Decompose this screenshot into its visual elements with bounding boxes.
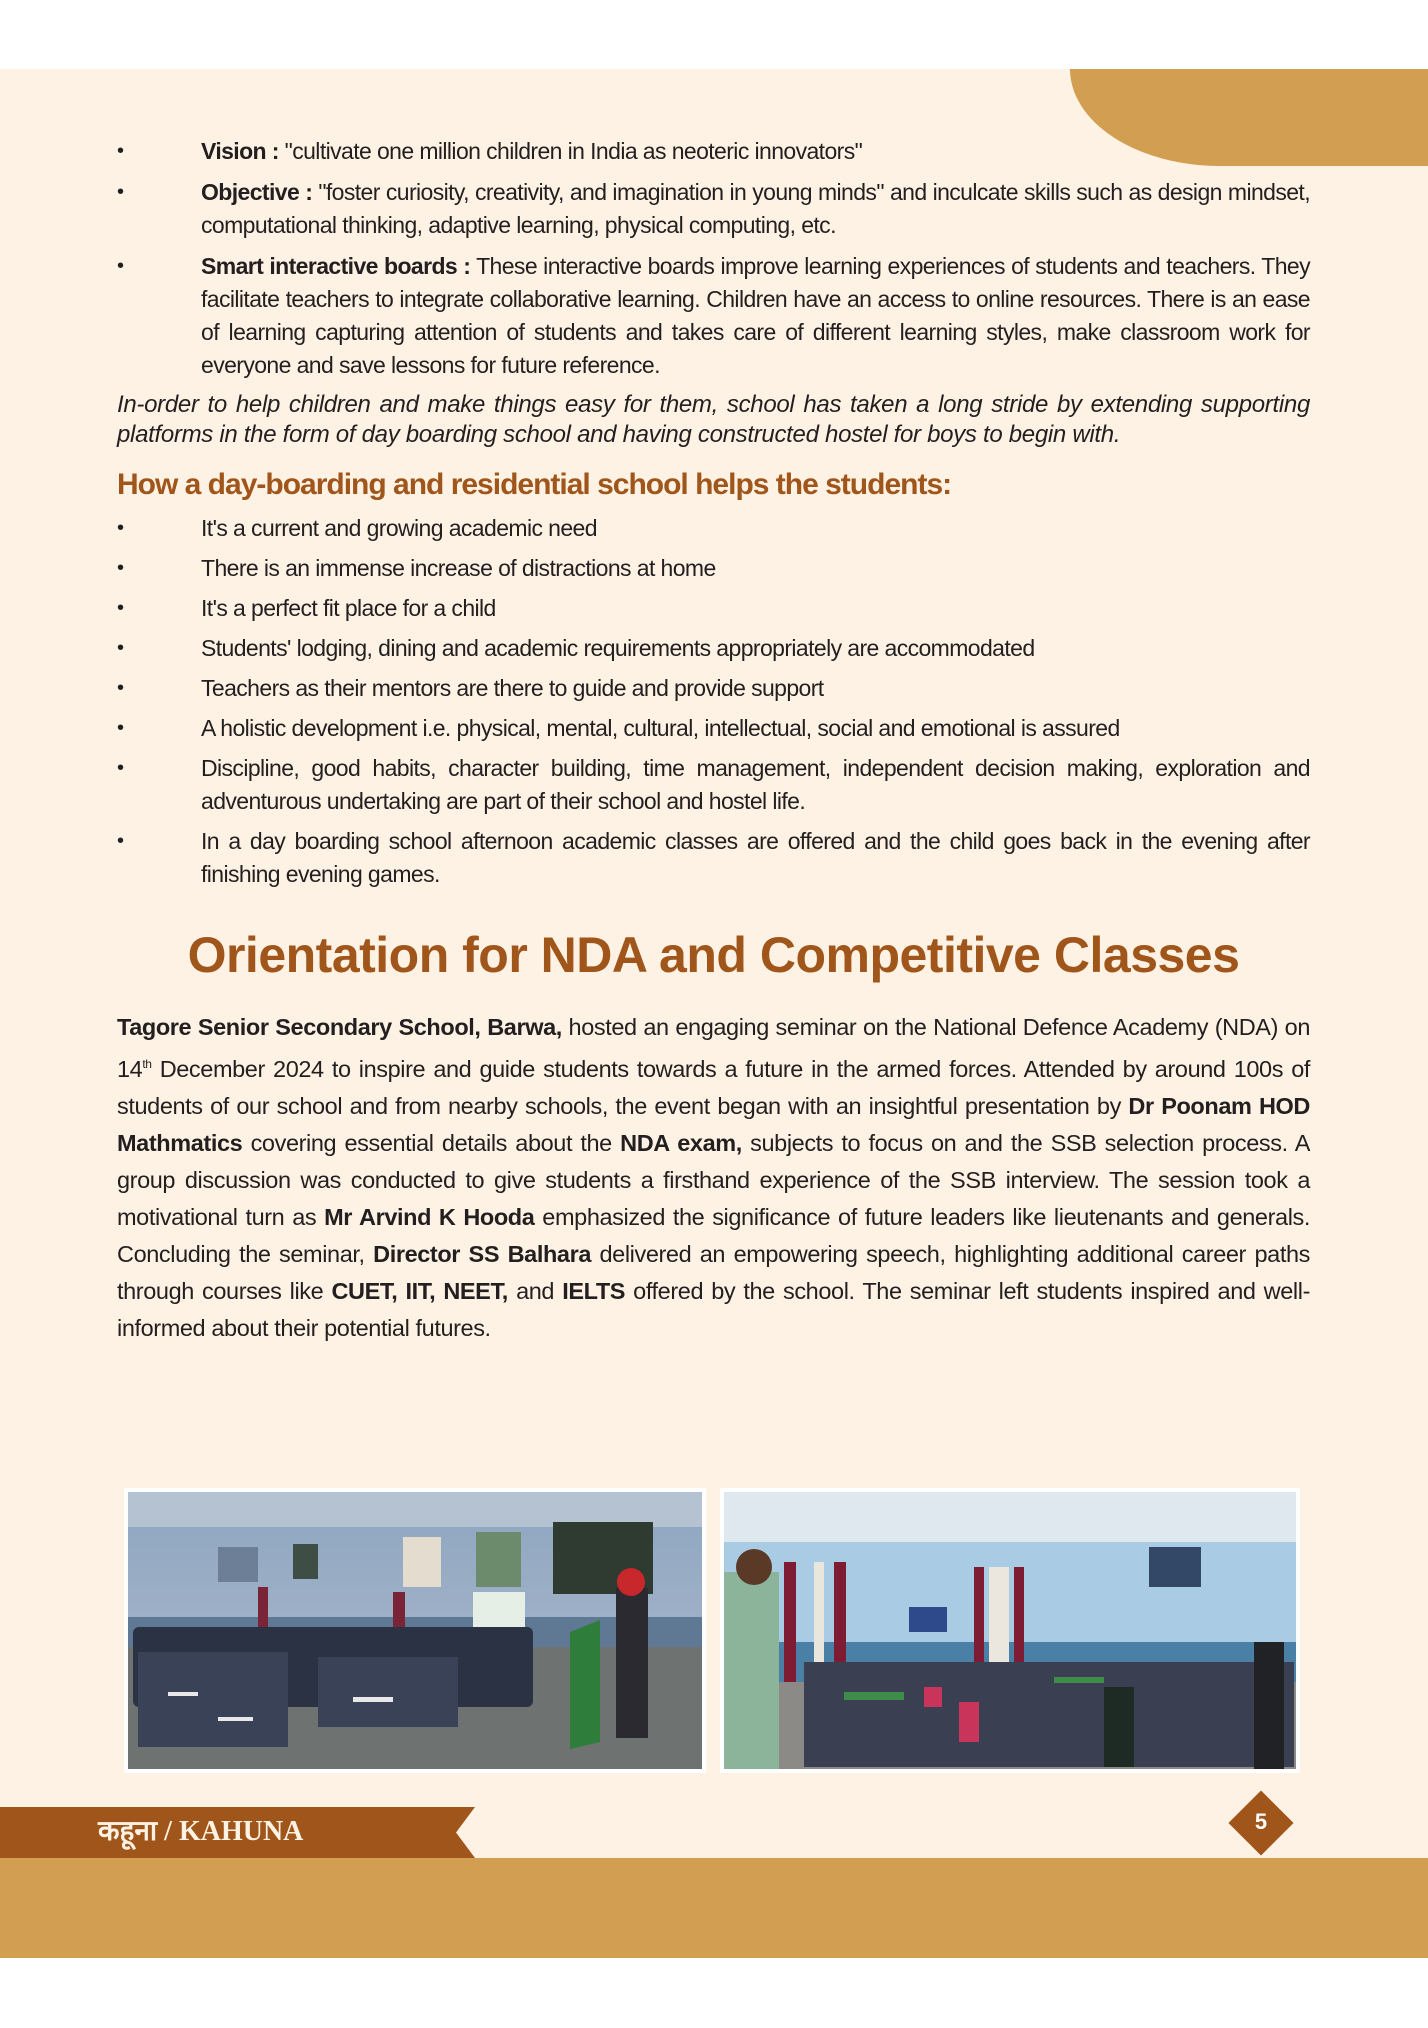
article-paragraph: Tagore Senior Secondary School, Barwa, hosted an engaging seminar on the National Defence Academy (NDA) on 14th December 2024 to inspire and guide students towards a future in the armed forces. Attended by around 100s of students of our school and from nearby schools, the event began with an insightful presentation by Dr Poonam HOD Mathmatics covering essential details about the NDA exam, subjects to focus on and the SSB selection process. A group discussion was conducted to give students a firsthand experience of the SSB interview. The session took a motivational turn as Mr Arvind K Hooda emphasized the significance of future leaders like lieutenants and generals. Concluding the seminar, Director SS Balhara delivered an empowering speech, highlighting additional career paths through courses like CUET, IIT, NEET, and IELTS offered by the school. The seminar left students inspired and well-informed about their potential futures. <box>117 1014 1311 1341</box>
seminar-photo-1 <box>124 1488 706 1773</box>
list-item: • Students' lodging, dining and academic requirements appropriately are accommodated <box>117 632 1310 665</box>
intro-paragraph: In-order to help children and make things easy for them, school has taken a long stride by extending supporting platforms in the form of day boarding school and having constructed hostel for boys to begin with. <box>117 391 1310 448</box>
photo-gallery <box>124 1488 1304 1776</box>
list-item: • A holistic development i.e. physical, mental, cultural, intellectual, social and emotional is assured <box>117 712 1310 745</box>
list-item: • It's a perfect fit place for a child <box>117 592 1310 625</box>
main-content <box>117 135 1310 1347</box>
intro-bullet-list <box>117 135 1310 382</box>
photo-image <box>128 1492 702 1769</box>
list-item: • There is an immense increase of distractions at home <box>117 552 1310 585</box>
page-number: 5 <box>1254 1809 1268 1834</box>
seminar-photo-2 <box>720 1488 1300 1773</box>
seminar-hall-image <box>128 1492 702 1769</box>
list-item: • In a day boarding school afternoon academic classes are offered and the child goes back in the evening after finishing evening games. <box>117 825 1310 891</box>
bullet-vision: • Vision : "cultivate one million children in India as neoteric innovators" <box>117 135 1310 168</box>
photo-image <box>724 1492 1296 1769</box>
section-title: Orientation for NDA and Competitive Classes <box>187 927 1240 983</box>
publication-name: कहूना / KAHUNA <box>98 1816 304 1847</box>
footer-band <box>0 1858 1428 1958</box>
bullet-objective: • Objective : "foster curiosity, creativity, and imagination in young minds" and inculcate skills such as design mindset, computational thinking, adaptive learning, physical computing, etc. <box>117 176 1310 242</box>
list-item: • Discipline, good habits, character building, time management, independent decision making, exploration and adventurous undertaking are part of their school and hostel life. <box>117 752 1310 818</box>
section-subheading: How a day-boarding and residential school helps the students: <box>117 468 952 501</box>
classroom-image <box>724 1492 1296 1769</box>
list-item: • It's a current and growing academic need <box>117 512 1310 545</box>
list-item: • Teachers as their mentors are there to guide and provide support <box>117 672 1310 705</box>
benefit-bullet-list <box>117 512 1310 891</box>
bullet-smart-boards: • Smart interactive boards : These interactive boards improve learning experiences of students and teachers. They facilitate teachers to integrate collaborative learning. Children have an access to online resources. There is an ease of learning capturing attention of students and takes care of different learning styles, make classroom work for everyone and save lessons for future reference. <box>117 250 1310 382</box>
page-number-badge <box>1228 1790 1292 1854</box>
